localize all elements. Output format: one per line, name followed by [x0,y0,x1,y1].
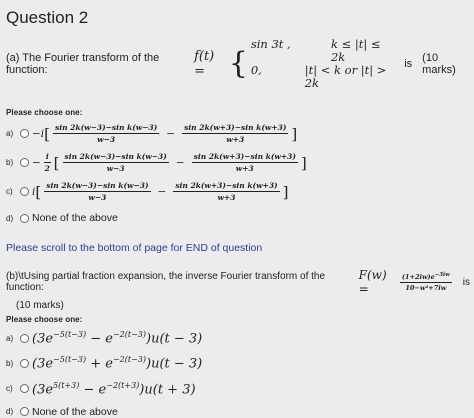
option-row[interactable] [6,381,470,397]
function-fraction [400,272,452,292]
part-a-prompt [6,38,470,90]
option-letter: b) [6,358,14,368]
radio-button[interactable] [20,158,29,167]
fraction-term [192,152,298,173]
option-prefix: i [32,185,36,198]
fraction-term [173,181,279,202]
fraction-term [182,123,288,144]
part-b-options [6,330,470,418]
case2-cond: |t| < k or |t| > 2k [304,63,387,90]
option-row[interactable] [6,152,470,173]
case1-cond: k ≤ |t| ≤ 2k [330,37,381,64]
function-name: F(w) = [358,268,387,296]
part-a-marks: (10 marks) [422,52,456,76]
option-expression [32,181,288,202]
operator: − [175,156,185,169]
left-brace: { [228,46,248,81]
right-bracket: ] [282,182,289,201]
case2-expr: 0, [250,63,262,77]
choose-one-label: Please choose one: [6,315,83,324]
option-row[interactable] [6,355,470,371]
function-cases [251,38,394,90]
transfer-function [359,268,455,296]
function-name: f(t) = [194,49,215,79]
case1-expr: sin 3t , [250,37,291,51]
option-expression [32,152,307,173]
option-expression: $(3e^{-5(t-3)} + e^{-2(t-3)})u(t - 3)$ [32,355,203,372]
choose-one-label: Please choose one: [6,108,83,117]
fraction-numerator: sin 2k(w−3)−sin k(w−3) [64,152,167,161]
radio-button[interactable] [20,214,29,223]
part-b-marks: (10 marks) [16,300,64,311]
fraction-numerator: sin 2k(w+3)−sin k(w+3) [184,123,287,132]
option-letter: a) [6,333,14,343]
fraction-numerator: sin 2k(w+3)−sin k(w+3) [175,181,278,190]
fraction-numerator: sin 2k(w+3)−sin k(w+3) [193,152,296,161]
fraction-denominator: w−3 [88,193,107,202]
prefix-fraction [44,152,51,173]
fraction-denominator: w+3 [217,193,236,202]
fraction-numerator: sin 2k(w−3)−sin k(w−3) [55,123,158,132]
part-a-options [6,123,470,224]
part-a-label: (a) The Fourier transform of the function: [6,52,160,76]
fraction-denominator: w−3 [106,164,125,173]
right-bracket: ] [291,124,298,143]
radio-button[interactable] [20,384,29,393]
option-text: None of the above [32,212,118,224]
part-b-label: (b)\tUsing partial fraction expansion, the inverse Fourier transform of the function: [6,271,326,293]
radio-button[interactable] [20,187,29,196]
option-row[interactable] [6,330,470,346]
option-row[interactable] [6,212,470,224]
question-page [6,4,470,418]
option-letter: b) [6,158,14,167]
left-bracket: [ [53,153,60,172]
left-bracket: [ [35,182,42,201]
radio-button[interactable] [20,129,29,138]
radio-button[interactable] [20,359,29,368]
operator: − [166,127,176,140]
option-expression: $(3e^{-5(t-3)} - e^{-2(t-3)})u(t - 3)$ [32,330,203,347]
option-letter: d) [6,213,14,223]
option-letter: a) [6,129,14,138]
fraction-term [44,181,150,202]
scroll-note: Please scroll to the bottom of page for END of question [6,242,263,254]
piecewise-function [194,38,394,90]
question-title: Question 2 [6,8,89,27]
option-prefix: −i [32,127,45,140]
is-text: is [404,58,413,70]
fraction-denominator: 10−w²+7iw [405,284,447,293]
right-bracket: ] [300,153,307,172]
fraction-numerator: sin 2k(w−3)−sin k(w−3) [46,181,149,190]
fraction-numerator: i [45,152,49,161]
left-bracket: [ [44,124,51,143]
fraction-denominator: 2 [44,164,50,173]
fraction-numerator: (1+2iw)e [401,273,435,282]
option-expression: $(3e^{5(t+3)} - e^{-2(t+3)})u(t + 3)$ [32,380,196,397]
option-letter: d) [6,407,14,417]
radio-button[interactable] [20,334,29,343]
option-prefix: − [32,156,41,169]
fraction-term [53,123,159,144]
operator: − [157,185,167,198]
fraction-denominator: w+3 [226,135,245,144]
numerator-exponent: −3iw [434,271,450,278]
part-b-prompt [6,268,470,296]
option-row[interactable] [6,123,470,144]
fraction-denominator: w+3 [235,164,254,173]
option-expression [32,123,297,144]
option-text: None of the above [32,405,118,418]
is-text: is [462,276,470,288]
fraction-term [63,152,169,173]
option-row[interactable] [6,181,470,202]
fraction-denominator: w−3 [97,135,116,144]
option-letter: c) [6,187,13,196]
option-letter: c) [6,384,13,394]
